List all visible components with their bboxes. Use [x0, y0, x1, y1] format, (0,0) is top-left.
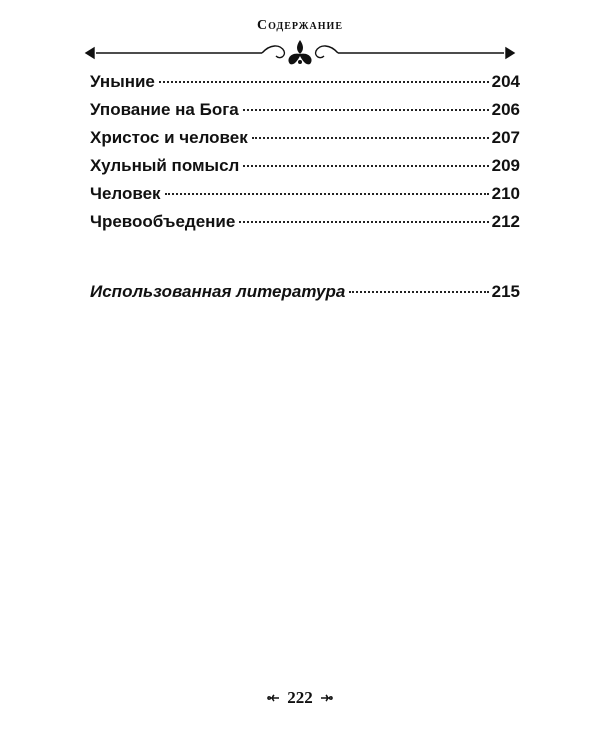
toc-entry-title: Человек: [90, 184, 161, 203]
toc-entry-page: 207: [491, 128, 520, 147]
toc-entry-page: 209: [491, 156, 520, 175]
footer-ornament-right-icon: [319, 691, 335, 705]
ornamental-divider-icon: [84, 38, 516, 68]
toc-entry-bibliography: [90, 282, 520, 310]
toc-entry: [90, 128, 520, 156]
toc-entry-page: 215: [491, 282, 520, 301]
leader-dots: [159, 81, 489, 83]
leader-dots: [243, 165, 488, 167]
page-footer: [0, 688, 600, 708]
toc-entry-title: Христос и человек: [90, 128, 248, 147]
leader-dots: [349, 291, 488, 293]
toc-entry: [90, 72, 520, 100]
table-of-contents: [90, 72, 520, 240]
running-header-title: Содержание: [256, 18, 344, 33]
toc-entry-page: 210: [491, 184, 520, 203]
bibliography-section: [90, 282, 520, 310]
toc-entry-title: Уныние: [90, 72, 155, 91]
toc-entry-title: Хульный помысл: [90, 156, 240, 175]
toc-entry-page: 204: [491, 72, 520, 91]
toc-entry-page: 206: [491, 100, 520, 119]
toc-entry-title: Упование на Бога: [90, 100, 239, 119]
footer-ornament-left-icon: [265, 691, 281, 705]
toc-entry-page: 212: [491, 212, 520, 231]
leader-dots: [243, 109, 489, 111]
leader-dots: [252, 137, 489, 139]
toc-entry: [90, 100, 520, 128]
leader-dots: [165, 193, 489, 195]
toc-entry: [90, 212, 520, 240]
page-number: 222: [287, 688, 313, 707]
toc-entry: [90, 184, 520, 212]
toc-entry-title: Использованная литература: [90, 282, 346, 301]
leader-dots: [239, 221, 488, 223]
toc-entry: [90, 156, 520, 184]
toc-entry-title: Чревообъедение: [90, 212, 236, 231]
